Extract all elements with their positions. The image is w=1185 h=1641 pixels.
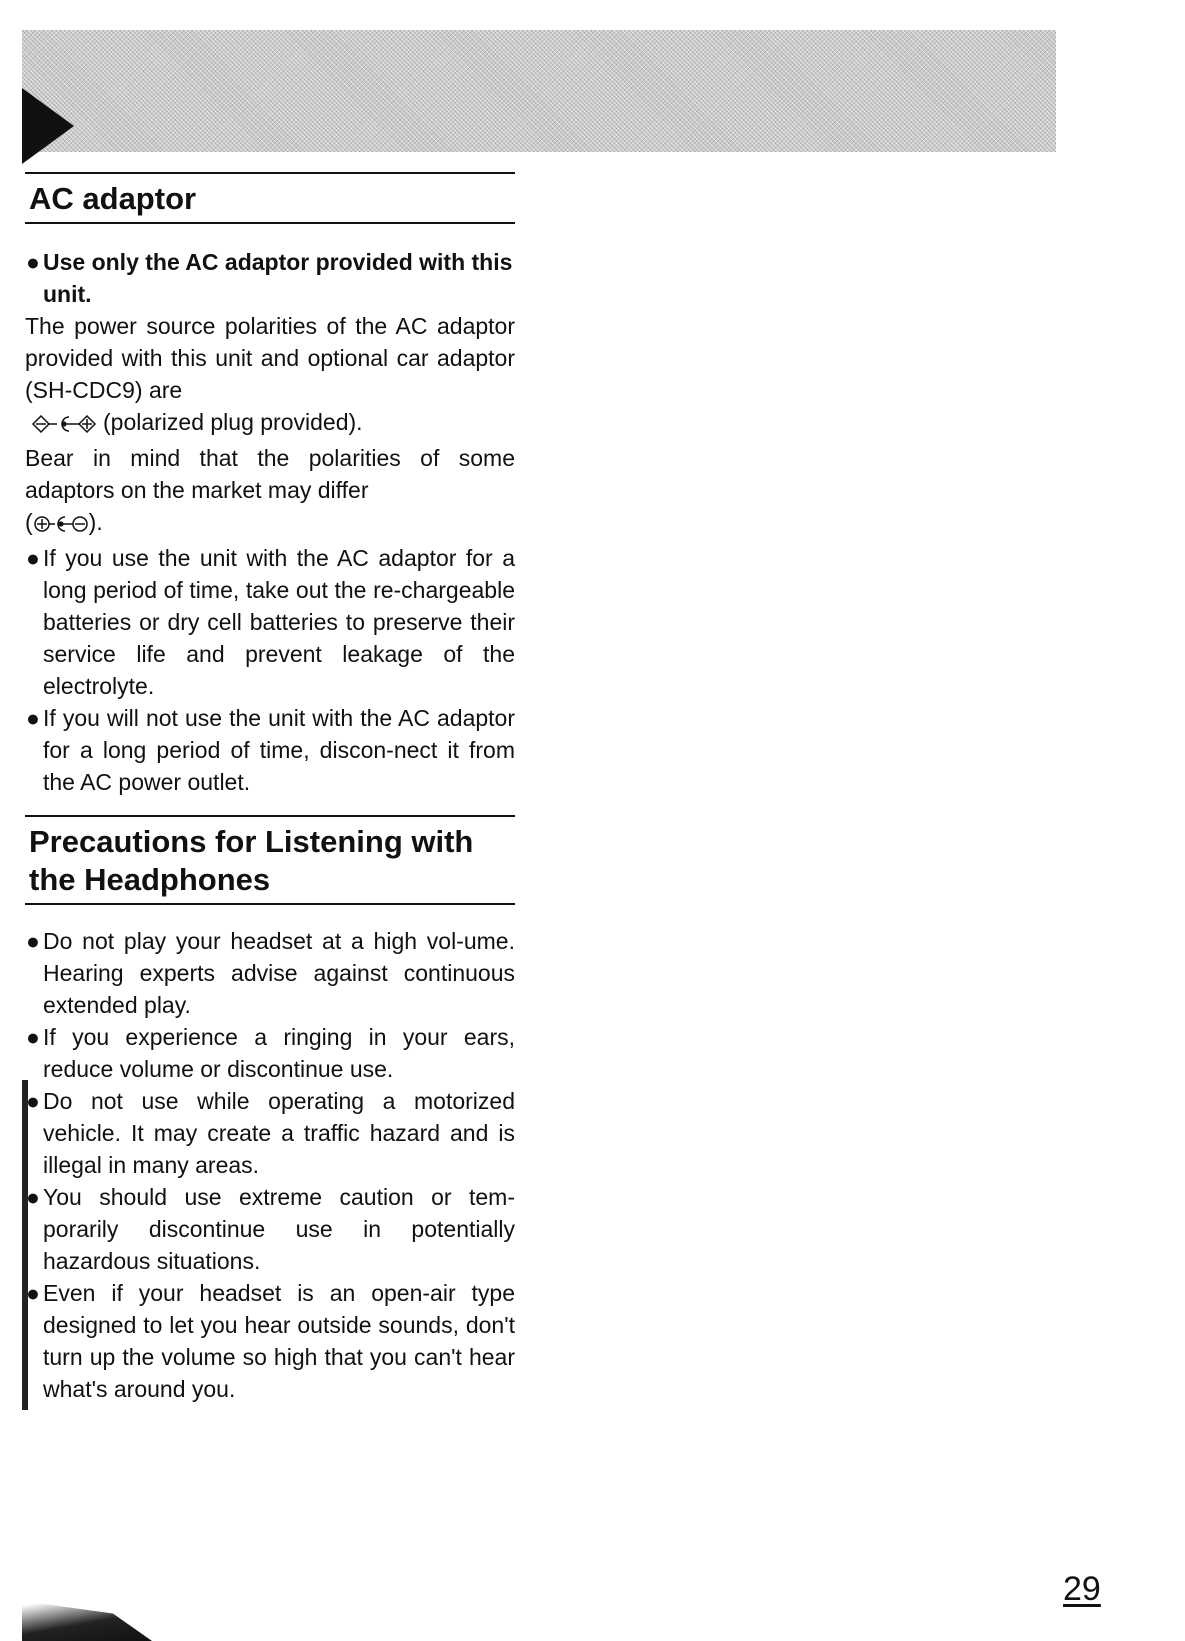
ac-adaptor-bullet-2 [25, 702, 515, 798]
bullet-dot-icon: ● [26, 1088, 40, 1114]
page-number: 29 [1063, 1570, 1101, 1608]
market-polarity-paragraph [25, 442, 515, 542]
bullet-text: Do not play your headset at a high vol-ume. Hearing experts advise against continuous extended play. [43, 928, 515, 1018]
headphones-bullet-2 [25, 1021, 515, 1085]
headphones-bullet-1 [25, 925, 515, 1021]
headphones-title-line-1: Precautions for Listening with [29, 824, 474, 859]
headphones-bullet-4 [25, 1181, 515, 1277]
bullet-dot-icon: ● [26, 545, 40, 571]
bullet-text: If you use the unit with the AC adaptor for a long period of time, take out the re-chargeable batteries or dry cell batteries to preserve their service life and prevent leakage of the electrolyte. [43, 545, 515, 699]
polarity-paragraph [25, 310, 515, 442]
headphones-section [25, 815, 515, 1405]
polarity-close-paren: ). [88, 509, 103, 535]
polarity-text-before: The power source polarities of the AC adaptor provided with this unit and optional car adaptor (SH-CDC9) are [25, 313, 515, 403]
headphones-bullet-3 [25, 1085, 515, 1181]
ac-adaptor-heading [25, 174, 515, 224]
bullet-dot-icon: ● [26, 1024, 40, 1050]
ac-adaptor-bullet-1 [25, 542, 515, 702]
bullet-text: Even if your headset is an open-air type designed to let you hear outside sounds, don't turn up the volume so high that you can't hear what's around you. [43, 1280, 515, 1402]
headphones-title-line-2: the Headphones [29, 862, 271, 897]
market-polarity-text: Bear in mind that the polarities of some adaptors on the market may differ [25, 445, 515, 503]
bullet-text: You should use extreme caution or tem-porarily discontinue use in potentially hazardous situations. [43, 1184, 515, 1274]
polarity-text-after: (polarized plug provided). [103, 409, 363, 435]
polarity-center-positive-icon [33, 510, 89, 542]
bullet-text: Do not use while operating a motorized vehicle. It may create a traffic hazard and is illegal in many areas. [43, 1088, 515, 1178]
bullet-dot-icon: ● [26, 249, 40, 275]
ac-adaptor-section [25, 172, 515, 798]
polarity-open-paren: ( [25, 509, 33, 535]
bullet-dot-icon: ● [26, 928, 40, 954]
bullet-dot-icon: ● [26, 705, 40, 731]
bullet-dot-icon: ● [26, 1184, 40, 1210]
headphones-bullet-5 [25, 1277, 515, 1405]
bold-bullet-text: Use only the AC adaptor provided with this unit. [43, 249, 513, 307]
bullet-text: If you experience a ringing in your ears, reduce volume or discontinue use. [43, 1024, 515, 1082]
ac-adaptor-title: AC adaptor [29, 181, 197, 216]
header-banner [22, 30, 1056, 152]
scan-corner-shadow [22, 1591, 152, 1641]
ac-adaptor-bold-bullet [25, 246, 515, 310]
polarity-center-negative-icon [31, 410, 97, 442]
headphones-heading [25, 817, 515, 905]
bullet-dot-icon: ● [26, 1280, 40, 1306]
bullet-text: If you will not use the unit with the AC adaptor for a long period of time, discon-nect it from the AC power outlet. [43, 705, 515, 795]
banner-tab-marker [22, 88, 74, 164]
